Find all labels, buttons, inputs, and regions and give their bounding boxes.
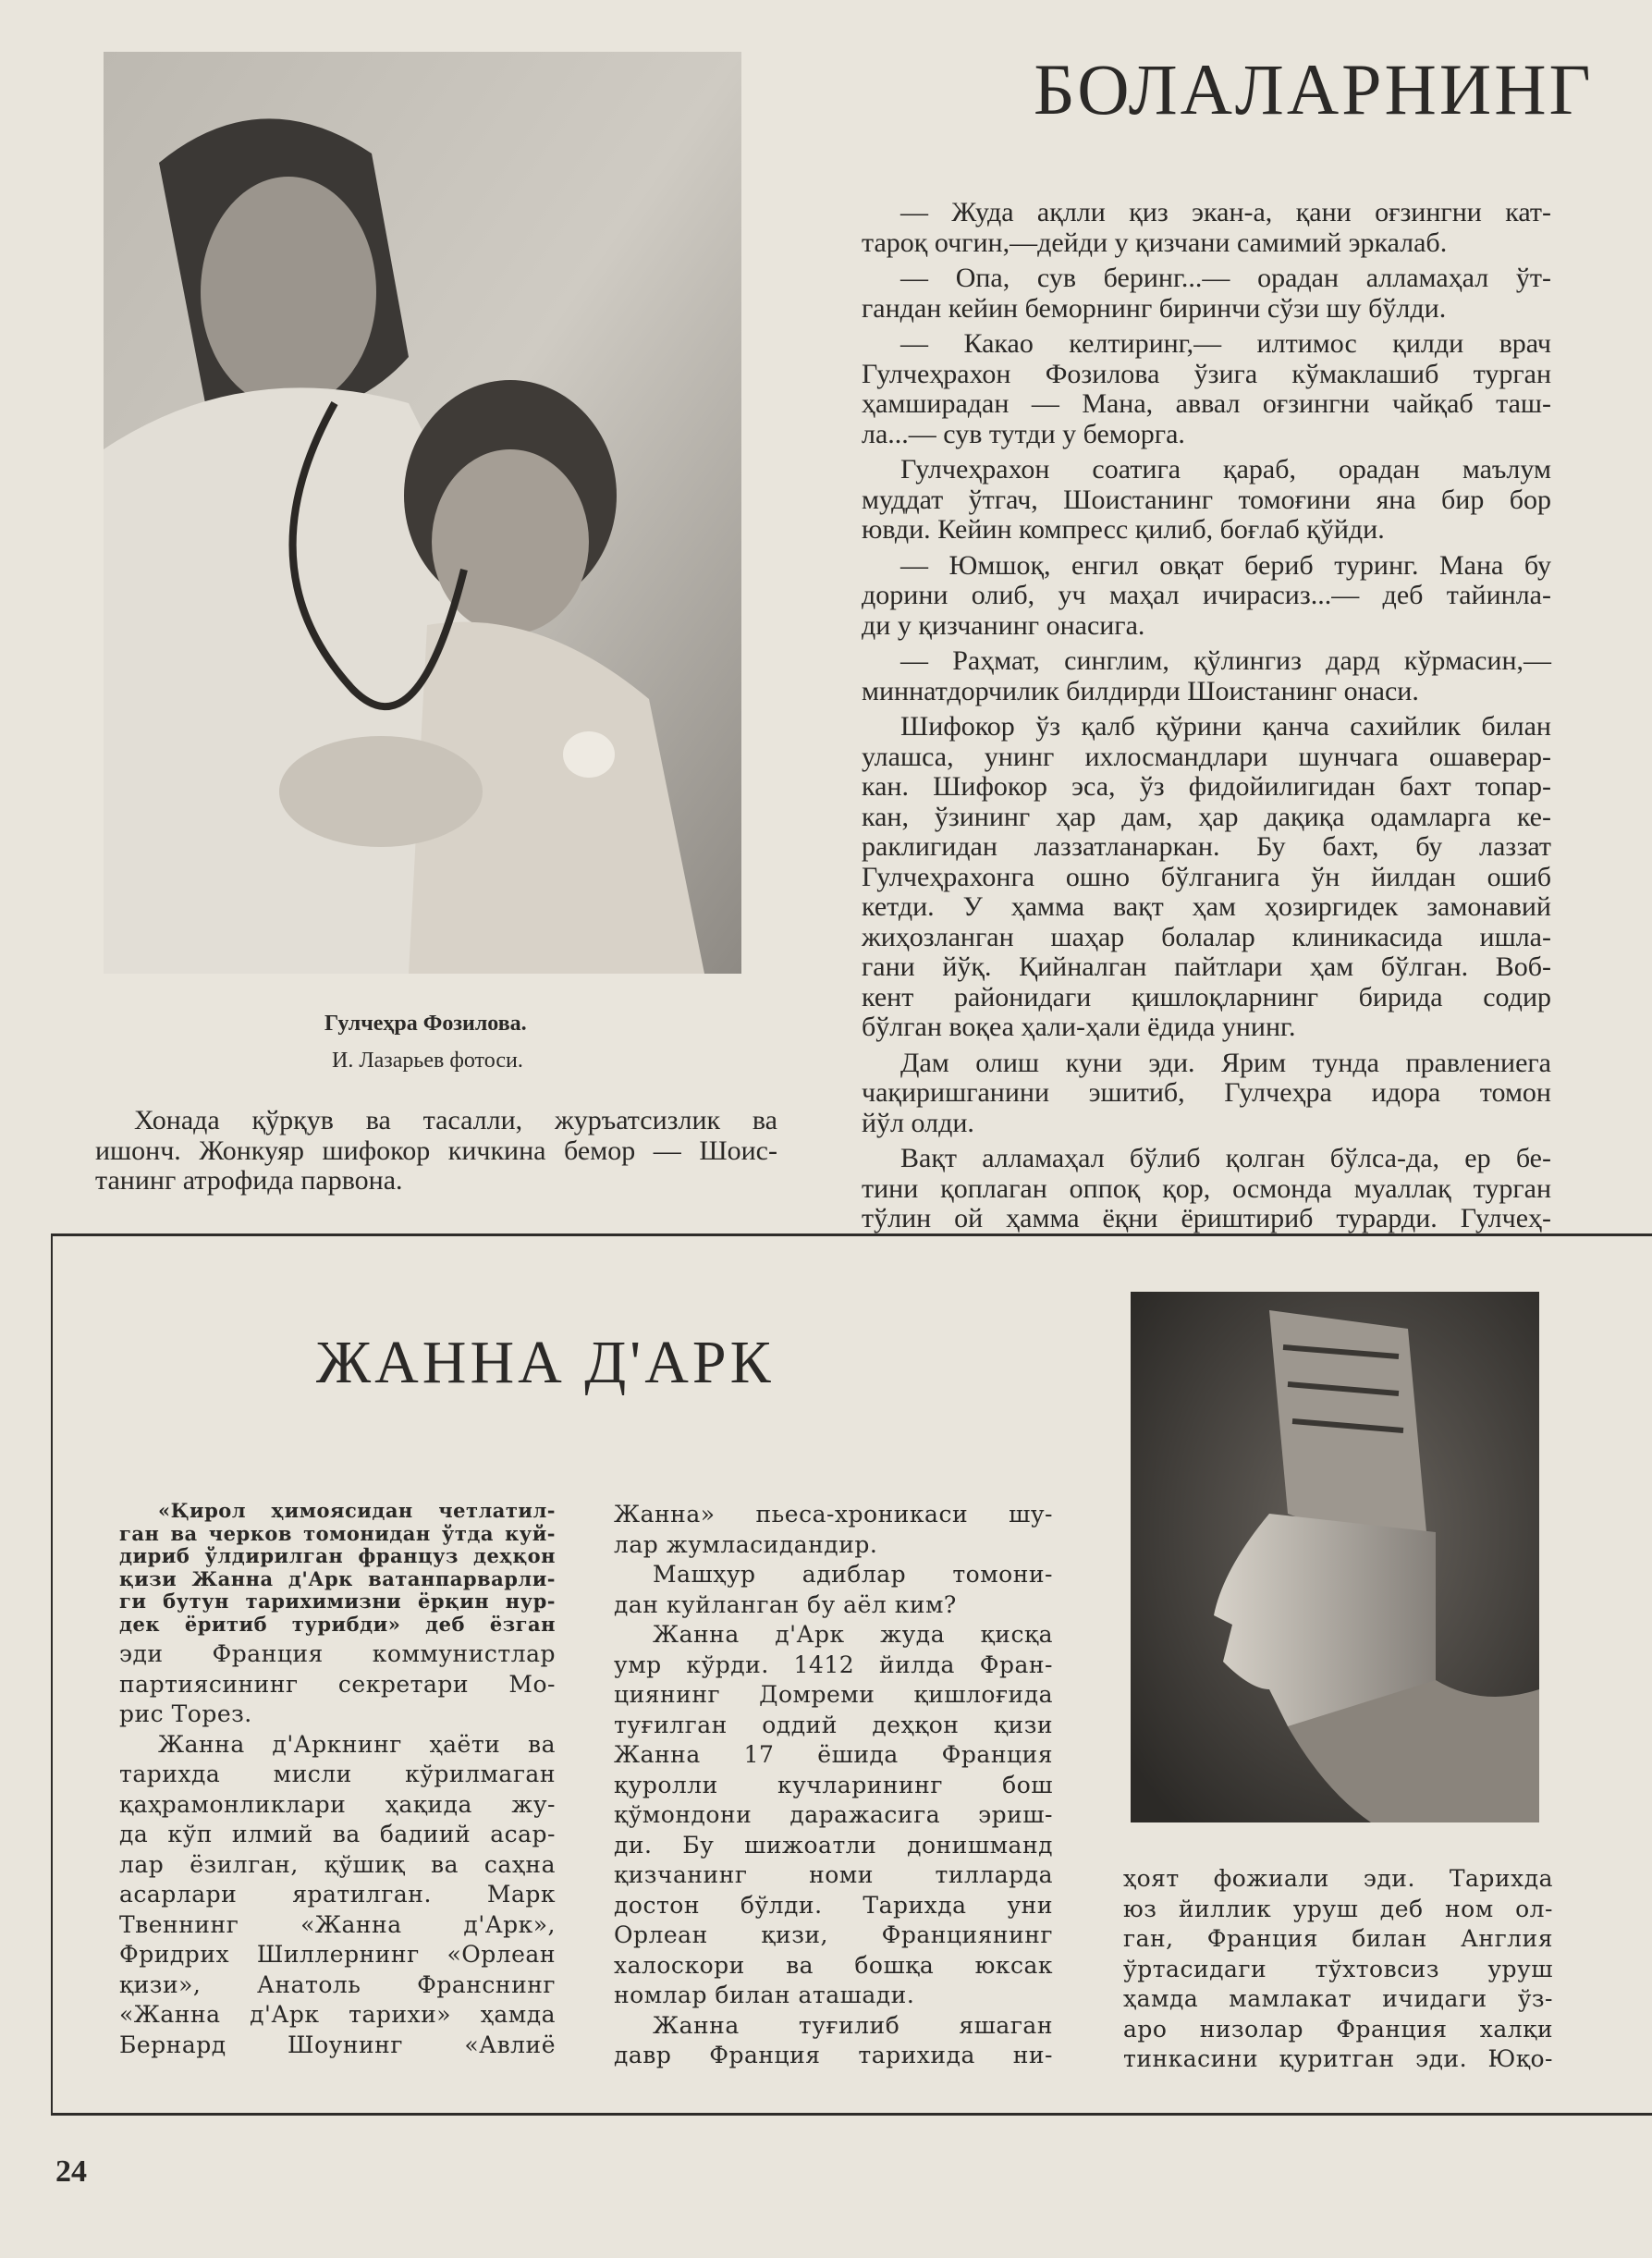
text-line: лар ёзилган, қўшиқ ва саҳна: [119, 1850, 556, 1878]
text-line: миннатдорчилик билдирди Шоистанинг онаси.: [862, 675, 1419, 706]
text-line: йўл олди.: [862, 1107, 974, 1138]
text-line: асарлари яратилган. Марк: [119, 1881, 556, 1908]
text-line: Твеннинг «Жанна д'Арк»,: [119, 1910, 556, 1938]
text-line: достон бўлди. Тарихда уни: [614, 1891, 1053, 1919]
text-line: партиясининг секретари Мо-: [119, 1670, 556, 1698]
paragraph: [862, 198, 1551, 258]
text-line: гандан кейин беморнинг биринчи сўзи шу бўлди.: [862, 292, 1447, 324]
text-line: кетди. У ҳамма вақт ҳам ҳозиргидек замонавий: [862, 891, 1551, 922]
text-line: ди. Бу шижоатли донишманд: [614, 1831, 1053, 1859]
text-line: дириб ўлдирилган француз деҳқон: [119, 1544, 556, 1567]
text-line: эди Франция коммунистлар: [119, 1640, 556, 1667]
text-line: ўртасидаги тўхтовсиз уруш: [1123, 1955, 1553, 1982]
paragraph: [862, 264, 1551, 324]
text-line: раклигидан лаззатланаркан. Бу бахт, бу лаззат: [862, 831, 1551, 862]
section-divider-bottom: [51, 2113, 1652, 2116]
text-line: тинкасини қуритган эди. Юқо-: [1123, 2045, 1553, 2072]
article-title: БОЛАЛАРНИНГ: [1034, 49, 1594, 129]
text-line: ган, Франция билан Англия: [1123, 1925, 1553, 1952]
text-line: аро низолар Франция халқи: [1123, 2015, 1553, 2043]
text-line: чақиришганини эшитиб, Гулчеҳра идора томон: [862, 1077, 1551, 1108]
article2-column-2: [614, 1500, 1053, 2071]
paragraph: [862, 712, 1551, 1043]
text-line: қизи», Анатоль Франснинг: [119, 1970, 556, 1998]
paragraph: [614, 1500, 1053, 1560]
text-line: ди у қизчанинг онасига.: [862, 609, 1145, 641]
section-heading: ЖАННА Д'АРК: [316, 1329, 775, 1396]
text-line: Вақт алламаҳал бўлиб қолган бўлса-да, ер бе-: [900, 1143, 1551, 1173]
text-line: Фридрих Шиллернинг «Орлеан: [119, 1941, 556, 1968]
page-number: 24: [55, 2154, 87, 2189]
text-line: дек ёритиб турибди» деб ёзган: [119, 1612, 556, 1636]
joan-of-arc-sculpture-photo: [1131, 1292, 1539, 1822]
text-line: дорини олиб, уч маҳал ичирасиз...— деб тайинла-: [862, 580, 1551, 610]
text-line: — Жуда ақлли қиз экан-а, қани оғзингни кат-: [900, 197, 1551, 227]
article2-column-3: [1123, 1864, 1553, 2075]
text-line: ги бутун тарихимизни ёрқин нур-: [119, 1589, 556, 1613]
text-line: «Қирол ҳимоясидан четлатил-: [158, 1499, 556, 1522]
paragraph: [119, 1639, 556, 1730]
text-line: қуролли кучларининг бош: [614, 1771, 1053, 1798]
text-line: кан. Шифокор эса, ўз фидойилигидан бахт топар-: [862, 771, 1551, 802]
text-line: Дам олиш куни эди. Ярим тунда правлениега: [900, 1047, 1551, 1078]
text-line: — Какао келтиринг,— илтимос қилди врач: [900, 328, 1551, 359]
text-line: гани йўқ. Қийналган пайтлари ҳам бўлган. Воб-: [862, 951, 1551, 982]
text-line: танинг атрофида парвона.: [95, 1165, 403, 1196]
text-line: Жанна туғилиб яшаган: [653, 2011, 1053, 2039]
text-line: дан куйланган бу аёл ким?: [614, 1590, 957, 1618]
text-line: ҳоят фожиали эди. Тарихда: [1123, 1865, 1553, 1892]
epigraph-quote: [119, 1500, 556, 1636]
text-line: бўлган воқеа ҳали-ҳали ёдида унинг.: [862, 1012, 1296, 1042]
text-line: Хонада қўрқув ва тасалли, журъатсизлик ва: [134, 1105, 777, 1135]
paragraph: [862, 551, 1551, 642]
text-line: Жанна д'Арк жуда қисқа: [653, 1621, 1053, 1648]
text-line: ҳамширадан — Мана, аввал оғзингни чайқаб таш-: [862, 388, 1551, 419]
text-line: ишонч. Жонкуяр шифокор кичкина бемор — Шоис-: [95, 1135, 777, 1166]
text-line: ҳамда мамлакат ичидаги ўз-: [1123, 1985, 1553, 2012]
text-line: Гулчеҳрахон соатига қараб, орадан маълум: [900, 454, 1551, 485]
paragraph: [862, 646, 1551, 706]
text-line: қаҳрамонликлари ҳақида жу-: [119, 1790, 556, 1818]
paragraph: [614, 1620, 1053, 2011]
text-line: жиҳозланган шаҳар болалар клиникасида ишла-: [862, 921, 1551, 952]
text-line: тўлин ой ҳамма ёқни ёриштириб турарди. Гулчеҳ-: [862, 1203, 1551, 1233]
text-line: лар жумласидандир.: [614, 1530, 878, 1558]
paragraph: [862, 1144, 1551, 1234]
paragraph: [1123, 1864, 1553, 2075]
intro-paragraph: [95, 1106, 777, 1196]
text-line: умр кўрди. 1412 йилда Фран-: [614, 1651, 1053, 1678]
text-line: Жанна» пьеса-хроникаси шу-: [614, 1501, 1053, 1528]
text-line: тароқ очгин,—дейди у қизчани самимий эркалаб.: [862, 227, 1448, 258]
photo-caption-name: Гулчеҳра Фозилова.: [324, 1012, 527, 1036]
text-line: — Юмшоқ, енгил овқат бериб туринг. Мана бу: [900, 549, 1551, 581]
text-line: муддат ўтгач, Шоистанинг томоғини яна бир бор: [862, 484, 1551, 515]
text-line: улашса, унинг ихлосмандлари шунчага ошаверар-: [862, 741, 1551, 772]
text-line: тарихда мисли кўрилмаган: [119, 1761, 556, 1787]
text-line: Орлеан қизи, Франциянинг: [614, 1921, 1053, 1948]
text-line: қизи Жанна д'Арк ватанпарварли-: [119, 1566, 556, 1590]
text-line: — Раҳмат, синглим, қўлингиз дард кўрмасин,—: [900, 645, 1551, 676]
text-line: рис Торез.: [119, 1700, 252, 1727]
text-line: циянинг Домреми қишлоғида: [614, 1681, 1053, 1708]
text-line: кан, ўзининг ҳар дам, ҳар дақиқа одамларга ке-: [862, 801, 1551, 832]
section-divider-top: [51, 1233, 1652, 1236]
text-line: да кўп илмий ва бадиий асар-: [119, 1821, 556, 1847]
text-line: ла...— сув тутди у беморга.: [862, 418, 1185, 449]
article-body-column: [862, 198, 1551, 1240]
text-line: ган ва черков томонидан ўтда куй-: [119, 1521, 556, 1545]
text-line: номлар билан аташади.: [614, 1982, 915, 2008]
text-line: Гулчеҳрахонга ошно бўлганига ўн йилдан ошиб: [862, 861, 1551, 892]
paragraph: [862, 455, 1551, 546]
text-line: ювди. Кейин компресс қилиб, боғлаб қўйди.: [862, 514, 1385, 545]
text-line: туғилган оддий деҳқон қизи: [614, 1711, 1053, 1738]
text-line: давр Франция тарихида ни-: [614, 2042, 1053, 2068]
text-line: қизчанинг номи тилларда: [614, 1861, 1053, 1888]
paragraph: [614, 2011, 1053, 2071]
doctor-with-child-photo: [104, 52, 741, 974]
text-line: тини қоплаган оппоқ қор, осмонда муаллақ турган: [862, 1172, 1551, 1204]
text-line: Машҳур адиблар томони-: [653, 1561, 1053, 1588]
paragraph: [119, 1730, 556, 2061]
paragraph: [862, 329, 1551, 449]
text-line: Жанна д'Аркнинг ҳаёти ва: [158, 1730, 556, 1758]
article2-column-1: [119, 1500, 556, 2060]
text-line: кент районидаги қишлоқларнинг бирида содир: [862, 981, 1551, 1012]
text-line: Бернард Шоунинг «Авлиё: [119, 2031, 556, 2058]
paragraph: [862, 1049, 1551, 1139]
text-line: Жанна 17 ёшида Франция: [614, 1741, 1053, 1768]
text-line: халоскори ва бошқа юксак: [614, 1951, 1053, 1979]
text-line: «Жанна д'Арк тарихи» ҳамда: [119, 2001, 556, 2028]
paragraph: [614, 1560, 1053, 1620]
section-border-left: [51, 1233, 53, 2115]
text-line: Гулчеҳрахон Фозилова ўзига кўмаклашиб турган: [862, 358, 1551, 389]
photo-caption-credit: И. Лазарьев фотоси.: [332, 1049, 523, 1073]
text-line: қўмондони даражасига эриш-: [614, 1801, 1053, 1828]
text-line: юз йиллик уруш деб ном ол-: [1123, 1895, 1553, 1922]
text-line: — Опа, сув беринг...— орадан алламаҳал ўт-: [900, 263, 1551, 293]
text-line: Шифокор ўз қалб қўрини қанча сахийлик билан: [900, 711, 1551, 742]
